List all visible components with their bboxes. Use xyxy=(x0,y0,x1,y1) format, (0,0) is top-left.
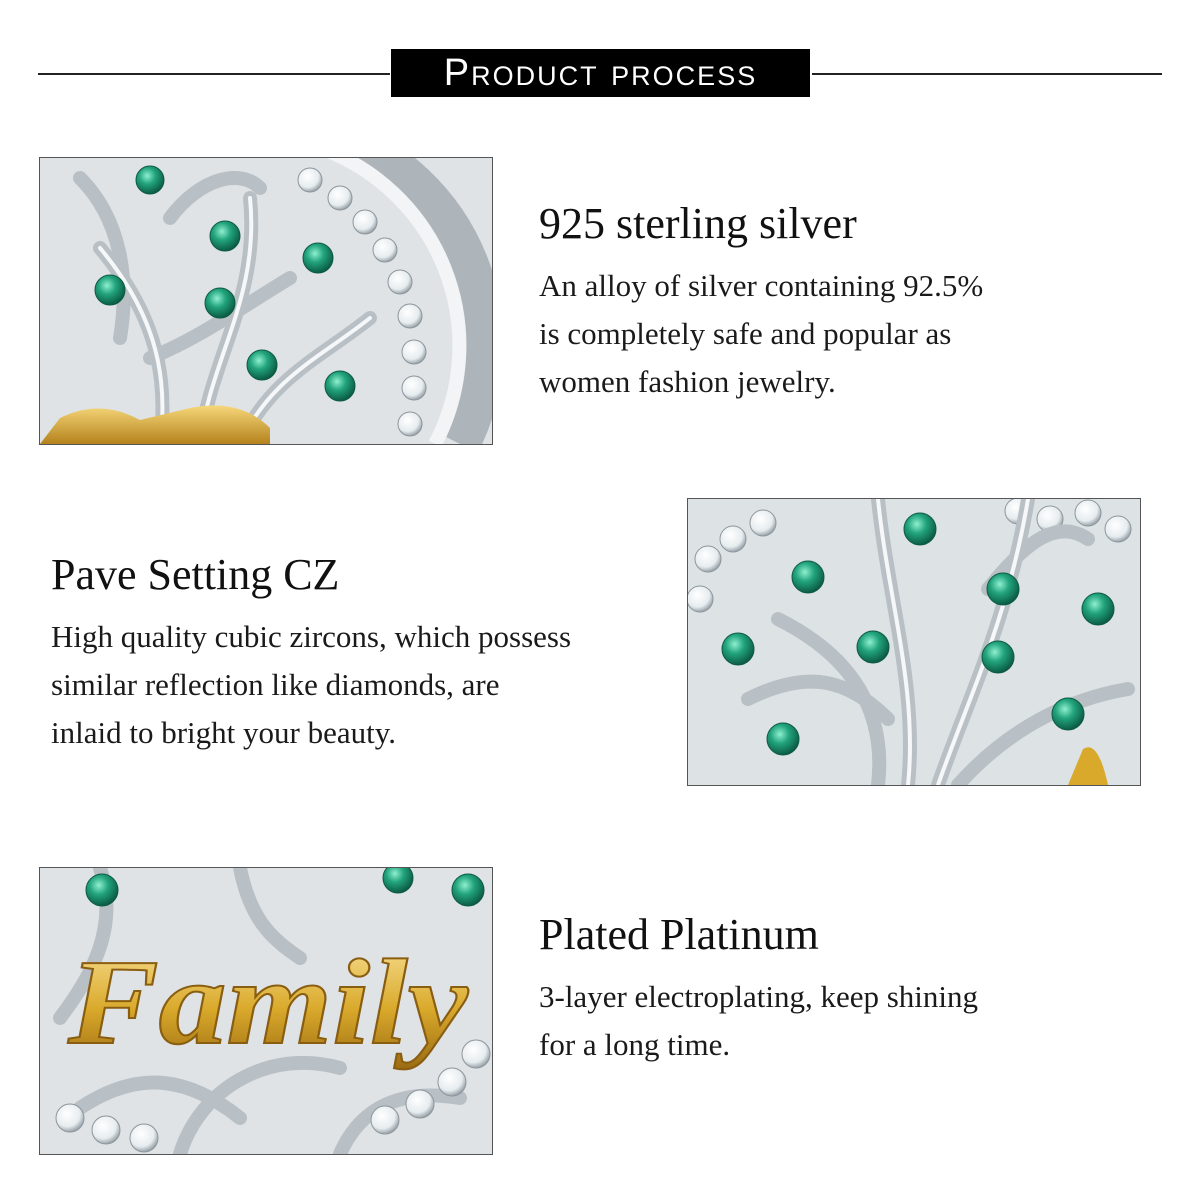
feature-title: Plated Platinum xyxy=(539,910,819,959)
description-line: inlaid to bright your beauty. xyxy=(51,715,396,751)
feature-description xyxy=(539,262,983,406)
description-line: is completely safe and popular as xyxy=(539,316,952,352)
section-banner: Product process xyxy=(391,49,810,97)
feature-silver xyxy=(539,200,983,406)
description-line: for a long time. xyxy=(539,1027,731,1063)
feature-pave xyxy=(51,551,571,757)
feature-platinum xyxy=(539,911,978,1069)
product-photo-platinum xyxy=(39,867,493,1155)
product-photo-pave xyxy=(687,498,1141,786)
feature-description xyxy=(51,613,571,757)
feature-title: 925 sterling silver xyxy=(539,199,857,248)
header-rule-left xyxy=(38,73,390,75)
description-line: women fashion jewelry. xyxy=(539,364,836,400)
description-line: High quality cubic zircons, which possess xyxy=(51,619,572,655)
feature-title: Pave Setting CZ xyxy=(51,550,340,599)
description-line: 3-layer electroplating, keep shining xyxy=(539,979,979,1015)
description-line: An alloy of silver containing 92.5% xyxy=(539,268,984,304)
family-engraving: Family xyxy=(66,935,469,1070)
feature-description xyxy=(539,973,978,1069)
header-rule-right xyxy=(812,73,1162,75)
description-line: similar reflection like diamonds, are xyxy=(51,667,500,703)
product-photo-silver xyxy=(39,157,493,445)
